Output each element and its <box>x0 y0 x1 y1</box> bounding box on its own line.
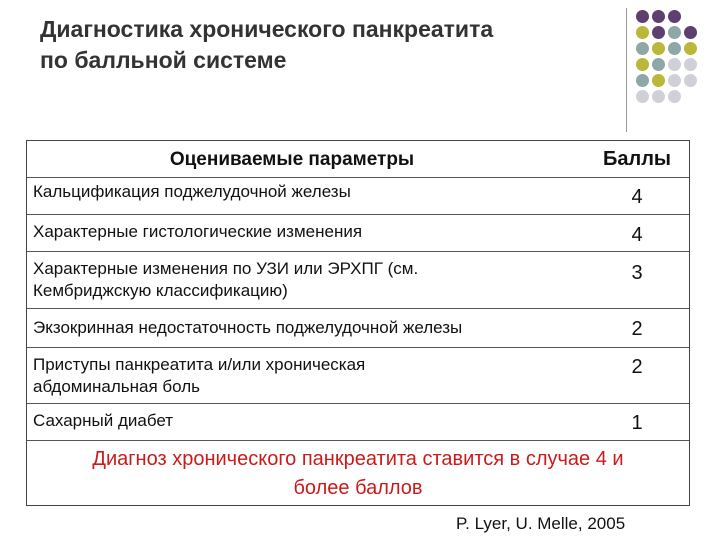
decorative-divider <box>626 8 627 132</box>
row-score: 2 <box>631 318 643 340</box>
decorative-dot <box>684 74 697 87</box>
table-row <box>27 309 689 348</box>
decorative-dot <box>668 74 681 87</box>
table-row <box>27 404 689 441</box>
table-row: Характерные изменения по УЗИ или ЭРХПГ (см. Кембриджскую классификацию) 3 <box>27 252 689 309</box>
row-param: Приступы панкреатита и/или хроническая <box>33 355 366 374</box>
decorative-dot <box>652 58 665 71</box>
row-param: Кальцификация поджелудочной железы <box>33 182 351 201</box>
decorative-dot <box>668 26 681 39</box>
row-score: 4 <box>631 186 643 208</box>
decorative-dot <box>636 10 649 23</box>
decorative-dot <box>652 90 665 103</box>
citation: P. Lyer, U. Melle, 2005 <box>456 514 626 533</box>
decorative-dot <box>668 90 681 103</box>
scoring-table <box>26 140 690 506</box>
decorative-dot <box>636 26 649 39</box>
row-score: 4 <box>631 224 643 246</box>
decorative-dot <box>636 74 649 87</box>
table-row: Приступы панкреатита и/или хроническая абдоминальная боль 2 <box>27 348 689 404</box>
header-param: Оцениваемые параметры <box>169 149 415 170</box>
row-score: 3 <box>631 262 643 284</box>
diagnosis-note-line1: Диагноз хронического панкреатита ставится в случае 4 и <box>92 448 624 470</box>
row-score: 1 <box>631 412 643 434</box>
slide-title-line1: Диагностика хронического панкреатита <box>40 16 494 42</box>
row-param: Характерные изменения по УЗИ или ЭРХПГ (см. <box>33 259 419 278</box>
diagnosis-note-line2: более баллов <box>293 477 423 499</box>
diagnosis-note <box>27 445 689 503</box>
decorative-dot <box>684 58 697 71</box>
table-row <box>27 178 689 215</box>
table-header-row <box>27 141 689 178</box>
decorative-dot <box>636 90 649 103</box>
row-param: Сахарный диабет <box>33 411 174 430</box>
table-row <box>27 215 689 252</box>
row-param: Характерные гистологические изменения <box>33 222 363 241</box>
slide-title-line2: по балльной системе <box>40 47 287 73</box>
slide-title <box>40 14 610 76</box>
decorative-dot <box>636 42 649 55</box>
decorative-dot <box>652 26 665 39</box>
row-param: Экзокринная недостаточность поджелудочной железы <box>33 318 463 337</box>
decorative-dot <box>636 58 649 71</box>
decorative-dot <box>668 10 681 23</box>
decorative-dot <box>652 42 665 55</box>
decorative-dot <box>668 58 681 71</box>
decorative-dot <box>668 42 681 55</box>
decorative-dot <box>652 74 665 87</box>
decorative-dot <box>684 42 697 55</box>
header-score: Баллы <box>603 148 671 170</box>
decorative-dot <box>652 10 665 23</box>
decorative-dot <box>684 26 697 39</box>
row-score: 2 <box>631 356 643 378</box>
